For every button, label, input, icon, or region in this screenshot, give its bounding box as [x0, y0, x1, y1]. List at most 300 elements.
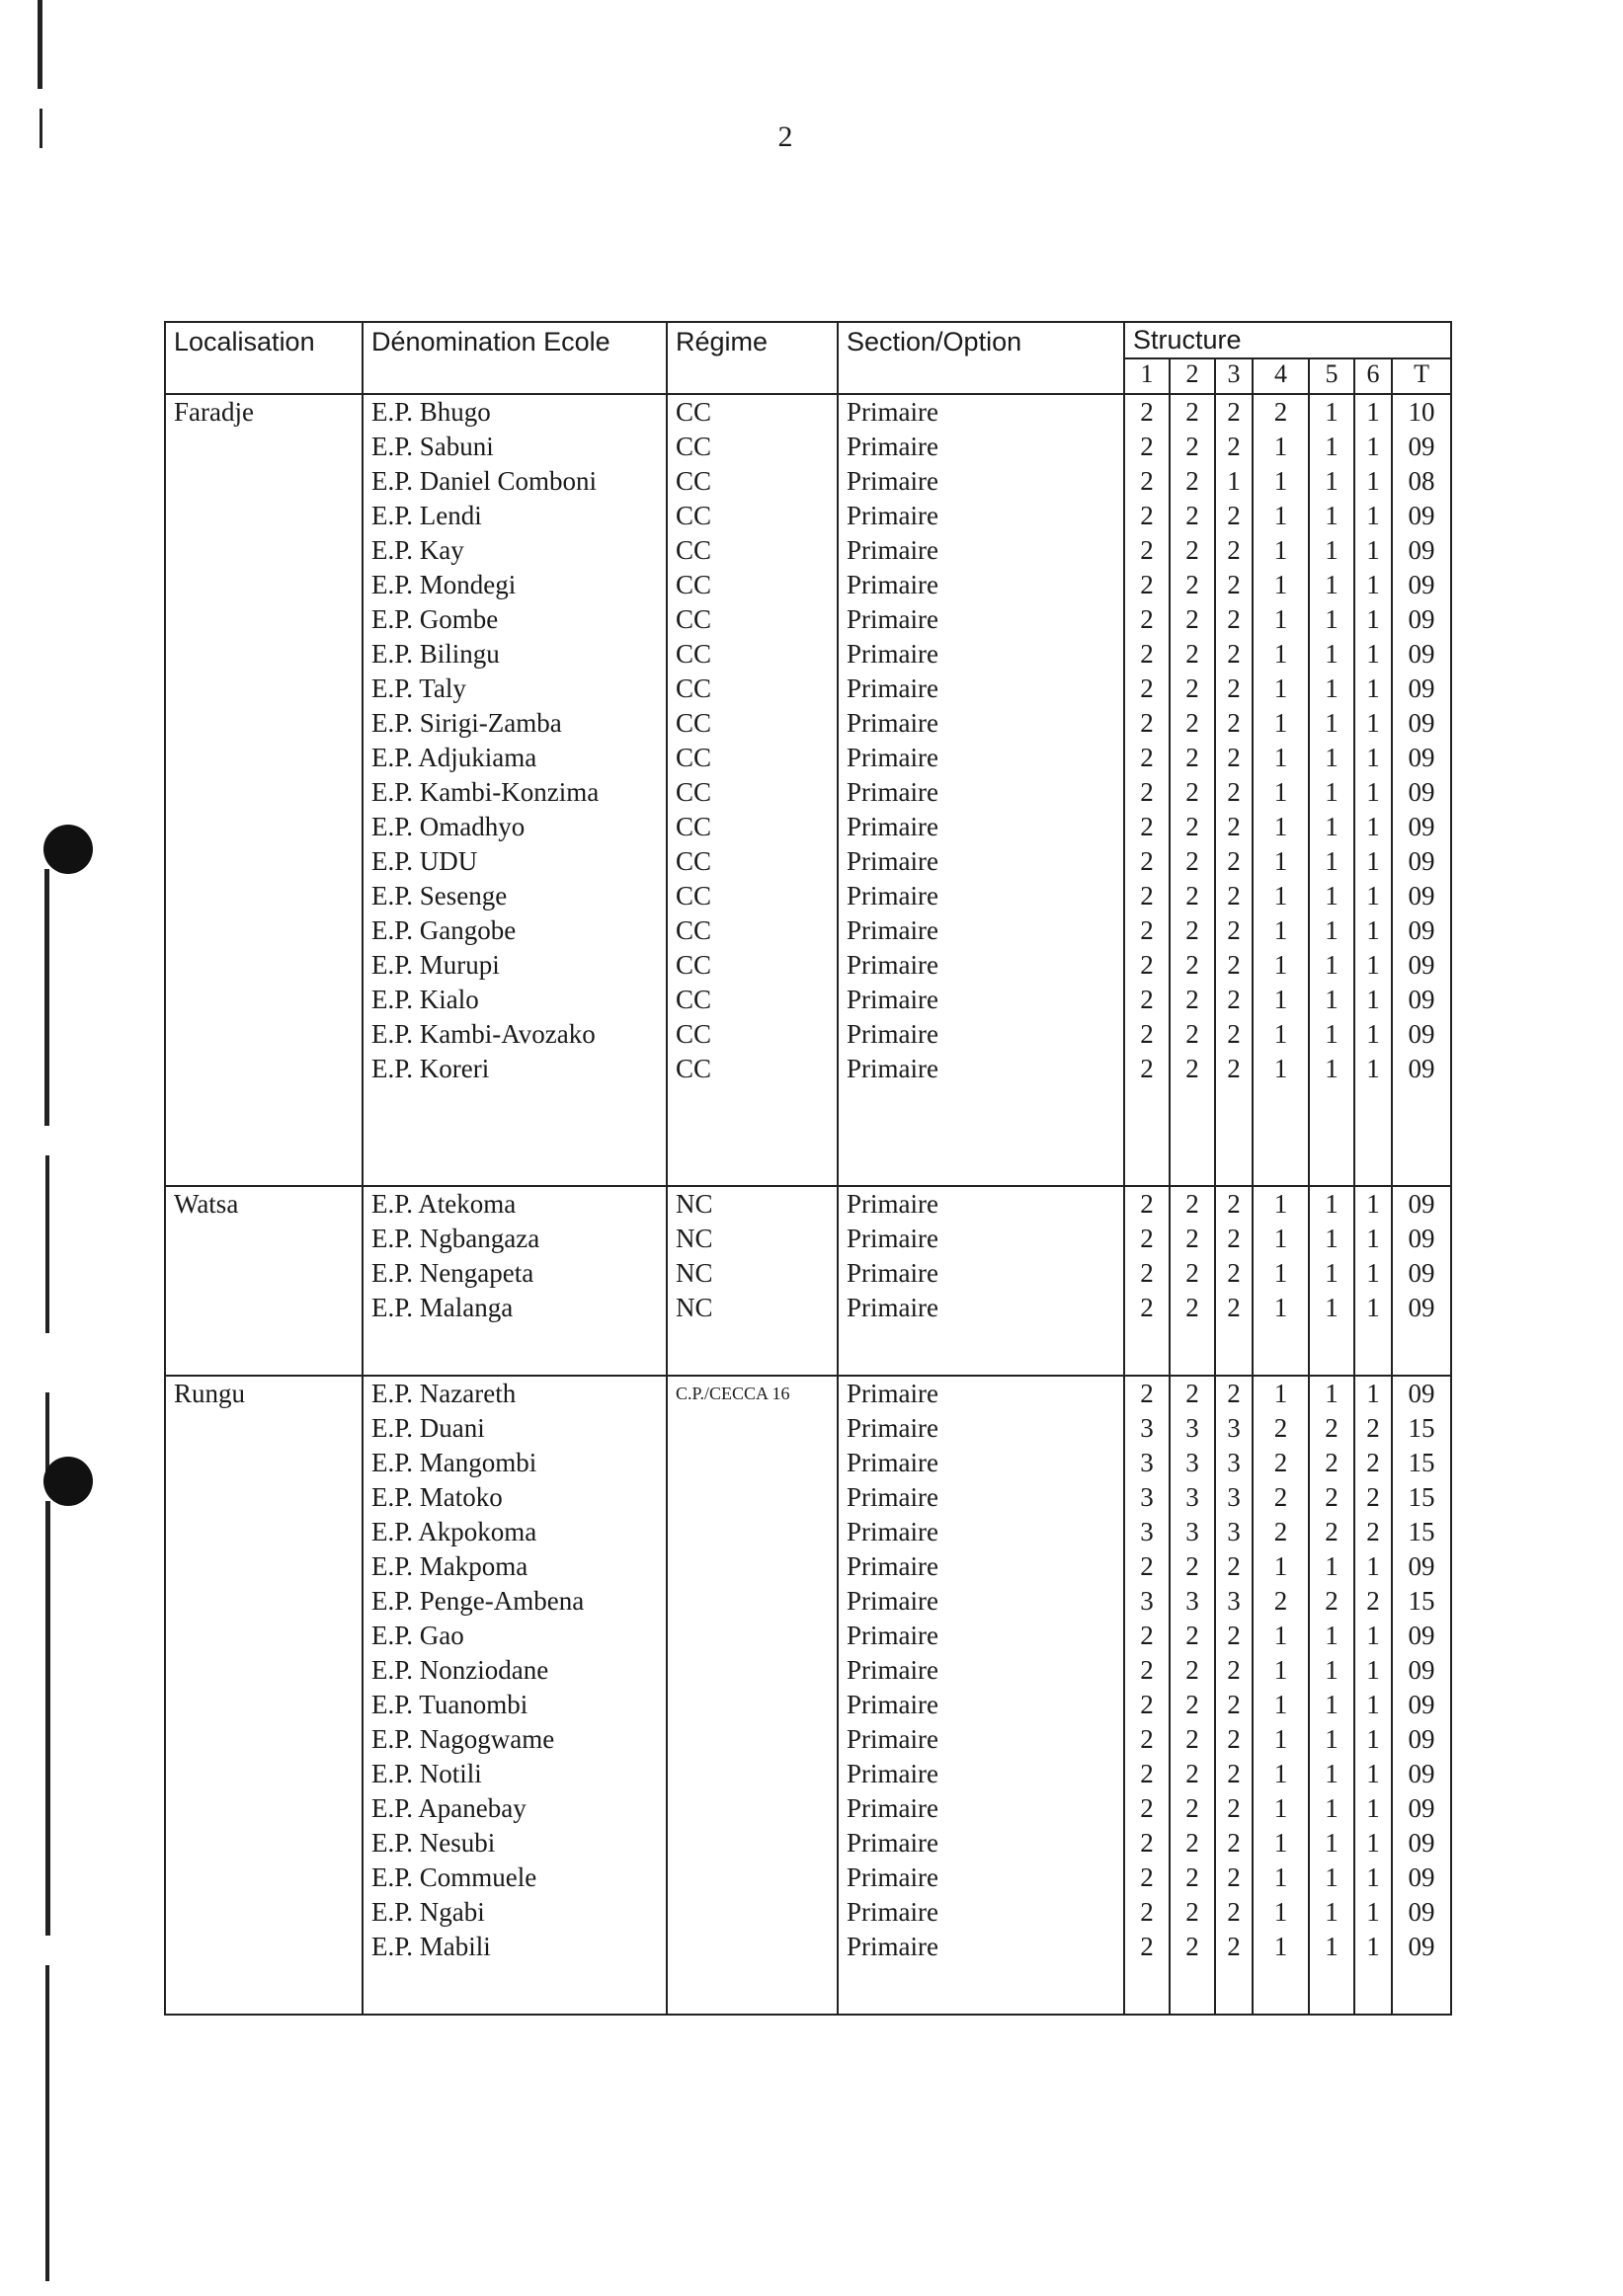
section-cell: Primaire	[838, 394, 1124, 430]
school-name-cell: E.P. Kambi-Avozako	[363, 1017, 667, 1052]
regime-cell	[667, 1584, 838, 1619]
structure-cell-1: 2	[1124, 464, 1170, 499]
section-cell: Primaire	[838, 1722, 1124, 1757]
regime-cell	[667, 1688, 838, 1722]
empty-cell	[165, 1964, 363, 2015]
structure-cell-6: 2	[1354, 1446, 1392, 1480]
structure-cell-t: 09	[1392, 1017, 1451, 1052]
empty-cell	[1253, 1136, 1309, 1186]
table-row	[165, 913, 1451, 948]
structure-cell-3: 2	[1215, 568, 1253, 602]
school-name-cell: E.P. Omadhyo	[363, 810, 667, 844]
regime-cell	[667, 1549, 838, 1584]
structure-cell-4: 1	[1253, 810, 1309, 844]
table-row	[165, 602, 1451, 637]
empty-cell	[1215, 1325, 1253, 1376]
structure-cell-6: 2	[1354, 1411, 1392, 1446]
structure-cell-3: 2	[1215, 672, 1253, 706]
localisation-cell: Watsa	[165, 1186, 363, 1222]
empty-cell	[838, 1964, 1124, 2015]
regime-cell	[667, 1480, 838, 1515]
structure-cell-1: 2	[1124, 983, 1170, 1017]
structure-cell-t: 09	[1392, 1376, 1451, 1411]
structure-cell-4: 1	[1253, 1052, 1309, 1086]
section-cell: Primaire	[838, 1256, 1124, 1291]
section-cell: Primaire	[838, 1186, 1124, 1222]
school-name-cell: E.P. Kialo	[363, 983, 667, 1017]
structure-cell-1: 2	[1124, 672, 1170, 706]
structure-cell-4: 2	[1253, 1584, 1309, 1619]
table-row	[165, 430, 1451, 464]
structure-cell-3: 2	[1215, 394, 1253, 430]
structure-cell-3: 2	[1215, 1549, 1253, 1584]
structure-cell-4: 1	[1253, 844, 1309, 879]
empty-cell	[1170, 1325, 1215, 1376]
structure-cell-5: 1	[1309, 1186, 1354, 1222]
section-cell: Primaire	[838, 430, 1124, 464]
regime-cell: CC	[667, 499, 838, 533]
structure-cell-5: 1	[1309, 1826, 1354, 1861]
structure-cell-4: 1	[1253, 1291, 1309, 1325]
structure-cell-4: 1	[1253, 913, 1309, 948]
structure-cell-6: 1	[1354, 430, 1392, 464]
table-row	[165, 1549, 1451, 1584]
spacer-row	[165, 1136, 1451, 1186]
spacer-row	[165, 1086, 1451, 1136]
school-name-cell: E.P. Apanebay	[363, 1791, 667, 1826]
structure-cell-t: 09	[1392, 913, 1451, 948]
school-name-cell: E.P. Tuanombi	[363, 1688, 667, 1722]
structure-cell-3: 2	[1215, 775, 1253, 810]
structure-cell-2: 2	[1170, 1895, 1215, 1930]
structure-cell-1: 3	[1124, 1515, 1170, 1549]
regime-cell: CC	[667, 464, 838, 499]
school-name-cell: E.P. Gao	[363, 1619, 667, 1653]
structure-cell-3: 3	[1215, 1480, 1253, 1515]
school-name-cell: E.P. Matoko	[363, 1480, 667, 1515]
regime-cell: NC	[667, 1186, 838, 1222]
empty-cell	[1392, 1325, 1451, 1376]
structure-cell-6: 1	[1354, 1757, 1392, 1791]
localisation-cell	[165, 602, 363, 637]
structure-cell-1: 2	[1124, 568, 1170, 602]
structure-cell-5: 1	[1309, 1376, 1354, 1411]
structure-cell-1: 2	[1124, 741, 1170, 775]
structure-cell-2: 3	[1170, 1584, 1215, 1619]
structure-cell-t: 15	[1392, 1446, 1451, 1480]
empty-cell	[1309, 1136, 1354, 1186]
empty-cell	[1309, 1086, 1354, 1136]
empty-cell	[1170, 1136, 1215, 1186]
structure-cell-1: 2	[1124, 533, 1170, 568]
structure-cell-5: 1	[1309, 1052, 1354, 1086]
structure-cell-3: 2	[1215, 1895, 1253, 1930]
structure-cell-4: 1	[1253, 1619, 1309, 1653]
structure-cell-1: 2	[1124, 602, 1170, 637]
structure-cell-6: 2	[1354, 1584, 1392, 1619]
table-row	[165, 1791, 1451, 1826]
structure-cell-t: 09	[1392, 1791, 1451, 1826]
structure-cell-4: 2	[1253, 1446, 1309, 1480]
structure-cell-4: 1	[1253, 1791, 1309, 1826]
structure-cell-t: 09	[1392, 1861, 1451, 1895]
structure-cell-t: 09	[1392, 879, 1451, 913]
school-name-cell: E.P. Nengapeta	[363, 1256, 667, 1291]
structure-cell-2: 2	[1170, 1017, 1215, 1052]
section-cell: Primaire	[838, 1861, 1124, 1895]
localisation-cell	[165, 775, 363, 810]
table-row	[165, 879, 1451, 913]
table-row	[165, 672, 1451, 706]
structure-cell-2: 2	[1170, 602, 1215, 637]
structure-cell-1: 2	[1124, 948, 1170, 983]
structure-cell-3: 2	[1215, 1052, 1253, 1086]
structure-cell-6: 1	[1354, 394, 1392, 430]
structure-cell-1: 2	[1124, 430, 1170, 464]
structure-cell-6: 1	[1354, 913, 1392, 948]
structure-cell-4: 1	[1253, 1549, 1309, 1584]
section-cell: Primaire	[838, 1653, 1124, 1688]
structure-cell-5: 2	[1309, 1480, 1354, 1515]
structure-cell-2: 2	[1170, 706, 1215, 741]
school-name-cell: E.P. Kambi-Konzima	[363, 775, 667, 810]
structure-cell-3: 2	[1215, 1791, 1253, 1826]
structure-cell-t: 09	[1392, 1722, 1451, 1757]
structure-cell-5: 1	[1309, 983, 1354, 1017]
localisation-cell	[165, 1930, 363, 1964]
structure-cell-5: 1	[1309, 1722, 1354, 1757]
structure-cell-2: 2	[1170, 1930, 1215, 1964]
structure-cell-3: 2	[1215, 1826, 1253, 1861]
regime-cell	[667, 1515, 838, 1549]
localisation-cell	[165, 1480, 363, 1515]
empty-cell	[838, 1136, 1124, 1186]
structure-cell-4: 1	[1253, 983, 1309, 1017]
structure-cell-5: 1	[1309, 844, 1354, 879]
localisation-cell	[165, 1411, 363, 1446]
structure-cell-6: 1	[1354, 637, 1392, 672]
school-name-cell: E.P. Kay	[363, 533, 667, 568]
table-row	[165, 810, 1451, 844]
header-section: Section/Option	[838, 322, 1124, 394]
structure-cell-2: 2	[1170, 568, 1215, 602]
scan-margin-marks	[0, 0, 69, 2296]
table-row	[165, 1757, 1451, 1791]
table-row	[165, 1515, 1451, 1549]
localisation-cell	[165, 533, 363, 568]
school-name-cell: E.P. Malanga	[363, 1291, 667, 1325]
structure-cell-1: 2	[1124, 1688, 1170, 1722]
structure-cell-6: 1	[1354, 1376, 1392, 1411]
header-structure-col-5: 5	[1309, 358, 1354, 394]
structure-cell-4: 1	[1253, 1826, 1309, 1861]
structure-cell-5: 1	[1309, 568, 1354, 602]
regime-cell: CC	[667, 775, 838, 810]
structure-cell-4: 1	[1253, 1722, 1309, 1757]
regime-cell	[667, 1411, 838, 1446]
structure-cell-2: 2	[1170, 1861, 1215, 1895]
structure-cell-1: 2	[1124, 1619, 1170, 1653]
header-regime: Régime	[667, 322, 838, 394]
structure-cell-3: 2	[1215, 1222, 1253, 1256]
school-name-cell: E.P. Sesenge	[363, 879, 667, 913]
header-denomination: Dénomination Ecole	[363, 322, 667, 394]
structure-cell-6: 1	[1354, 1826, 1392, 1861]
section-cell: Primaire	[838, 1826, 1124, 1861]
regime-cell: CC	[667, 637, 838, 672]
section-cell: Primaire	[838, 1411, 1124, 1446]
structure-cell-4: 2	[1253, 394, 1309, 430]
structure-cell-3: 2	[1215, 879, 1253, 913]
empty-cell	[667, 1964, 838, 2015]
localisation-cell	[165, 499, 363, 533]
school-name-cell: E.P. Mangombi	[363, 1446, 667, 1480]
section-cell: Primaire	[838, 1480, 1124, 1515]
structure-cell-1: 2	[1124, 1791, 1170, 1826]
structure-cell-5: 2	[1309, 1446, 1354, 1480]
structure-cell-1: 2	[1124, 1291, 1170, 1325]
localisation-cell	[165, 844, 363, 879]
section-cell: Primaire	[838, 879, 1124, 913]
table-row	[165, 1584, 1451, 1619]
empty-cell	[165, 1086, 363, 1136]
table-row	[165, 1446, 1451, 1480]
school-name-cell: E.P. Nonziodane	[363, 1653, 667, 1688]
table-header	[165, 322, 1451, 394]
section-cell: Primaire	[838, 1895, 1124, 1930]
structure-cell-t: 09	[1392, 430, 1451, 464]
structure-cell-3: 2	[1215, 913, 1253, 948]
structure-cell-2: 2	[1170, 948, 1215, 983]
empty-cell	[838, 1086, 1124, 1136]
localisation-cell	[165, 1222, 363, 1256]
structure-cell-3: 2	[1215, 1256, 1253, 1291]
structure-cell-5: 1	[1309, 430, 1354, 464]
structure-cell-1: 2	[1124, 913, 1170, 948]
structure-cell-3: 2	[1215, 1722, 1253, 1757]
localisation-cell	[165, 1256, 363, 1291]
structure-cell-5: 1	[1309, 706, 1354, 741]
school-name-cell: E.P. Sabuni	[363, 430, 667, 464]
empty-cell	[1170, 1086, 1215, 1136]
structure-cell-1: 2	[1124, 1861, 1170, 1895]
structure-cell-2: 2	[1170, 879, 1215, 913]
section-cell: Primaire	[838, 464, 1124, 499]
school-name-cell: E.P. Ngabi	[363, 1895, 667, 1930]
table-row	[165, 706, 1451, 741]
empty-cell	[1124, 1086, 1170, 1136]
structure-cell-5: 1	[1309, 948, 1354, 983]
regime-cell: CC	[667, 983, 838, 1017]
structure-cell-2: 2	[1170, 913, 1215, 948]
school-name-cell: E.P. Sirigi-Zamba	[363, 706, 667, 741]
structure-cell-5: 1	[1309, 1222, 1354, 1256]
structure-cell-4: 1	[1253, 879, 1309, 913]
section-cell: Primaire	[838, 602, 1124, 637]
structure-cell-2: 2	[1170, 775, 1215, 810]
empty-cell	[363, 1964, 667, 2015]
structure-cell-t: 08	[1392, 464, 1451, 499]
structure-cell-2: 2	[1170, 1757, 1215, 1791]
structure-cell-4: 1	[1253, 1256, 1309, 1291]
spacer-row	[165, 1964, 1451, 2015]
table-row	[165, 1186, 1451, 1222]
structure-cell-4: 1	[1253, 1017, 1309, 1052]
empty-cell	[1124, 1325, 1170, 1376]
structure-cell-1: 3	[1124, 1446, 1170, 1480]
regime-cell: CC	[667, 741, 838, 775]
structure-cell-3: 2	[1215, 1186, 1253, 1222]
structure-cell-6: 1	[1354, 879, 1392, 913]
regime-cell: CC	[667, 602, 838, 637]
localisation-cell	[165, 1549, 363, 1584]
structure-cell-4: 1	[1253, 637, 1309, 672]
structure-cell-3: 2	[1215, 1619, 1253, 1653]
structure-cell-6: 1	[1354, 1186, 1392, 1222]
empty-cell	[1215, 1086, 1253, 1136]
regime-cell	[667, 1446, 838, 1480]
structure-cell-5: 1	[1309, 637, 1354, 672]
structure-cell-t: 09	[1392, 1653, 1451, 1688]
school-name-cell: E.P. Duani	[363, 1411, 667, 1446]
structure-cell-2: 2	[1170, 844, 1215, 879]
localisation-cell	[165, 1291, 363, 1325]
structure-cell-2: 2	[1170, 1256, 1215, 1291]
structure-cell-t: 09	[1392, 1688, 1451, 1722]
table-row	[165, 394, 1451, 430]
section-cell: Primaire	[838, 1688, 1124, 1722]
structure-cell-3: 2	[1215, 1017, 1253, 1052]
structure-cell-1: 2	[1124, 1376, 1170, 1411]
structure-cell-4: 1	[1253, 775, 1309, 810]
structure-cell-4: 1	[1253, 499, 1309, 533]
structure-cell-t: 09	[1392, 602, 1451, 637]
structure-cell-2: 2	[1170, 1222, 1215, 1256]
empty-cell	[1253, 1325, 1309, 1376]
empty-cell	[1253, 1086, 1309, 1136]
school-name-cell: E.P. Commuele	[363, 1861, 667, 1895]
structure-cell-t: 09	[1392, 672, 1451, 706]
localisation-cell	[165, 637, 363, 672]
structure-cell-6: 1	[1354, 1222, 1392, 1256]
structure-cell-3: 2	[1215, 948, 1253, 983]
table-row	[165, 637, 1451, 672]
empty-cell	[1215, 1964, 1253, 2015]
section-cell: Primaire	[838, 568, 1124, 602]
structure-cell-2: 2	[1170, 1549, 1215, 1584]
structure-cell-3: 2	[1215, 1861, 1253, 1895]
table-row	[165, 1376, 1451, 1411]
localisation-cell	[165, 983, 363, 1017]
section-cell: Primaire	[838, 706, 1124, 741]
regime-cell: CC	[667, 1017, 838, 1052]
regime-cell: NC	[667, 1256, 838, 1291]
structure-cell-3: 2	[1215, 637, 1253, 672]
table-row	[165, 1411, 1451, 1446]
regime-cell: CC	[667, 844, 838, 879]
structure-cell-6: 1	[1354, 741, 1392, 775]
school-name-cell: E.P. Gombe	[363, 602, 667, 637]
localisation-cell	[165, 1052, 363, 1086]
table-row	[165, 1222, 1451, 1256]
school-name-cell: E.P. Mondegi	[363, 568, 667, 602]
structure-cell-t: 15	[1392, 1480, 1451, 1515]
structure-cell-4: 1	[1253, 1376, 1309, 1411]
regime-cell	[667, 1895, 838, 1930]
structure-cell-t: 10	[1392, 394, 1451, 430]
structure-cell-6: 1	[1354, 533, 1392, 568]
school-name-cell: E.P. Koreri	[363, 1052, 667, 1086]
structure-cell-6: 1	[1354, 1930, 1392, 1964]
structure-cell-4: 1	[1253, 1861, 1309, 1895]
structure-cell-6: 1	[1354, 810, 1392, 844]
regime-cell	[667, 1619, 838, 1653]
regime-cell: CC	[667, 948, 838, 983]
structure-cell-5: 1	[1309, 1895, 1354, 1930]
structure-cell-t: 09	[1392, 1619, 1451, 1653]
structure-cell-3: 2	[1215, 810, 1253, 844]
structure-cell-5: 1	[1309, 1291, 1354, 1325]
regime-cell: CC	[667, 568, 838, 602]
section-cell: Primaire	[838, 741, 1124, 775]
localisation-cell	[165, 430, 363, 464]
empty-cell	[838, 1325, 1124, 1376]
localisation-cell	[165, 1446, 363, 1480]
structure-cell-4: 1	[1253, 1895, 1309, 1930]
structure-cell-1: 2	[1124, 1549, 1170, 1584]
localisation-cell	[165, 1688, 363, 1722]
section-cell: Primaire	[838, 775, 1124, 810]
localisation-cell	[165, 1017, 363, 1052]
structure-cell-4: 1	[1253, 1222, 1309, 1256]
regime-cell	[667, 1826, 838, 1861]
table-row	[165, 1017, 1451, 1052]
structure-cell-6: 2	[1354, 1480, 1392, 1515]
regime-cell	[667, 1791, 838, 1826]
localisation-cell	[165, 706, 363, 741]
localisation-cell	[165, 741, 363, 775]
table-row	[165, 1930, 1451, 1964]
structure-cell-1: 2	[1124, 879, 1170, 913]
structure-cell-t: 09	[1392, 1895, 1451, 1930]
structure-cell-t: 09	[1392, 810, 1451, 844]
structure-cell-3: 3	[1215, 1446, 1253, 1480]
structure-cell-5: 1	[1309, 1688, 1354, 1722]
structure-cell-1: 2	[1124, 775, 1170, 810]
structure-cell-5: 1	[1309, 1619, 1354, 1653]
structure-cell-5: 1	[1309, 1791, 1354, 1826]
localisation-cell	[165, 1895, 363, 1930]
structure-cell-3: 2	[1215, 844, 1253, 879]
structure-cell-4: 2	[1253, 1480, 1309, 1515]
localisation-cell	[165, 913, 363, 948]
localisation-cell	[165, 1791, 363, 1826]
structure-cell-4: 1	[1253, 602, 1309, 637]
structure-cell-3: 1	[1215, 464, 1253, 499]
structure-cell-6: 1	[1354, 464, 1392, 499]
table-row	[165, 1480, 1451, 1515]
structure-cell-4: 1	[1253, 948, 1309, 983]
section-cell: Primaire	[838, 1052, 1124, 1086]
structure-cell-t: 09	[1392, 568, 1451, 602]
structure-cell-2: 2	[1170, 499, 1215, 533]
school-name-cell: E.P. Nazareth	[363, 1376, 667, 1411]
structure-cell-t: 09	[1392, 1930, 1451, 1964]
section-cell: Primaire	[838, 913, 1124, 948]
section-cell: Primaire	[838, 1757, 1124, 1791]
structure-cell-2: 2	[1170, 1722, 1215, 1757]
structure-cell-2: 2	[1170, 741, 1215, 775]
